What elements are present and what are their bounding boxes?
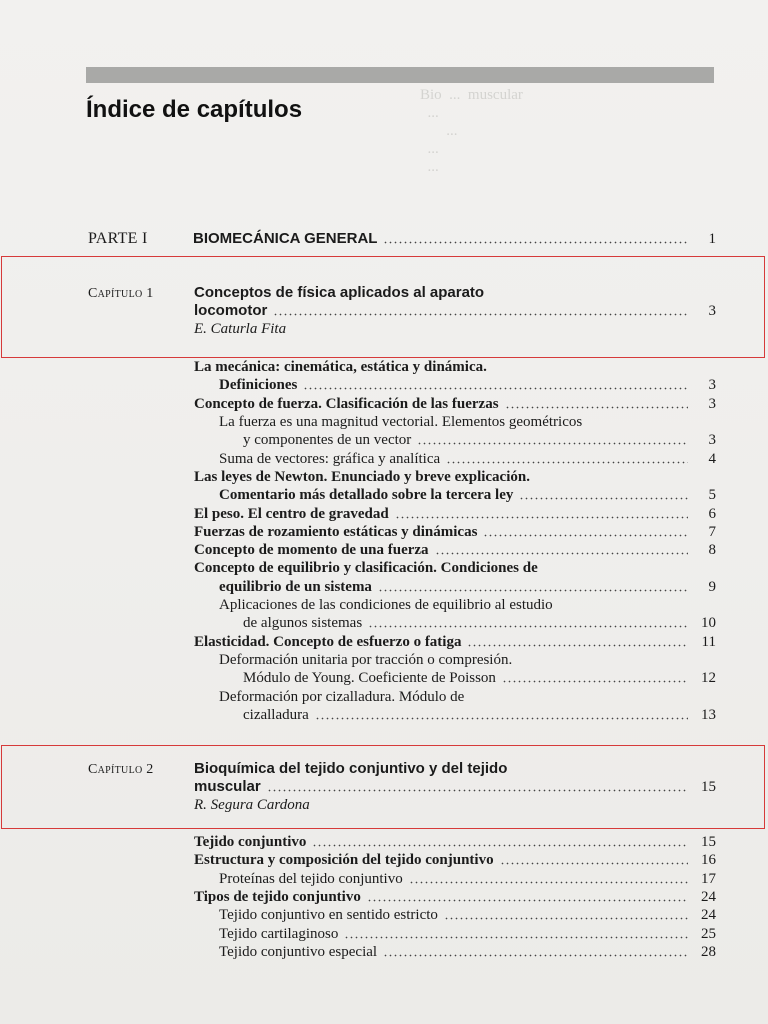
dot-leader [383, 947, 688, 957]
page-number: 3 [708, 432, 716, 448]
dot-leader [378, 582, 688, 592]
page-number: 24 [701, 889, 716, 905]
toc-entry[interactable] [194, 523, 716, 541]
chapter-1-label: Capítulo 1 [88, 286, 154, 301]
toc-entry[interactable] [219, 925, 716, 943]
part-row[interactable] [88, 230, 716, 248]
toc-entry-text: cizalladura [243, 707, 309, 723]
page-number: 28 [701, 944, 716, 960]
dot-leader [312, 837, 688, 847]
dot-leader [446, 454, 688, 464]
chapter-2-title-row[interactable] [194, 778, 716, 796]
dot-leader [344, 929, 688, 939]
page-number: 6 [708, 506, 716, 522]
show-through-text: Bio ... muscular ... ... ... ... [420, 87, 523, 175]
toc-entry-text: Estructura y composición del tejido conjuntivo [194, 852, 494, 868]
toc-entry[interactable] [243, 431, 716, 449]
toc-entry[interactable] [194, 541, 716, 559]
toc-entry[interactable] [243, 669, 716, 687]
toc-entry[interactable] [194, 833, 716, 851]
toc-entry-text: Tejido conjuntivo en sentido estricto [219, 907, 438, 923]
chapter-1-author: E. Caturla Fita [194, 321, 287, 337]
page-number: 4 [708, 451, 716, 467]
dot-leader [368, 618, 688, 628]
dot-leader [483, 527, 688, 537]
chapter-1-title-row[interactable] [194, 302, 716, 320]
chapter-2-title-cont: muscular [194, 778, 261, 795]
dot-leader [395, 509, 688, 519]
toc-entry-text: Tejido cartilaginoso [219, 926, 339, 942]
toc-entry[interactable] [219, 906, 716, 924]
toc-entry-text: Concepto de momento de una fuerza [194, 542, 429, 558]
dot-leader [267, 782, 688, 792]
chapter-2-title[interactable]: Bioquímica del tejido conjuntivo y del tejido [194, 760, 508, 777]
page-number: 15 [701, 779, 716, 795]
page-number: 8 [708, 542, 716, 558]
toc-entry[interactable] [194, 633, 716, 651]
page-number: 11 [701, 634, 716, 650]
toc-entry-text: Tipos de tejido conjuntivo [194, 889, 361, 905]
dot-leader [315, 710, 688, 720]
toc-entry[interactable]: La fuerza es una magnitud vectorial. Elementos geométricos [219, 414, 583, 430]
chapter-1-title-cont: locomotor [194, 302, 268, 319]
toc-entry-text: Concepto de fuerza. Clasificación de las fuerzas [194, 396, 499, 412]
dot-leader [383, 234, 688, 244]
page-number: 15 [701, 834, 716, 850]
toc-entry-text: y componentes de un vector [243, 432, 412, 448]
toc-entry-text: Proteínas del tejido conjuntivo [219, 871, 403, 887]
toc-entry[interactable] [194, 505, 716, 523]
page-number: 3 [708, 303, 716, 319]
toc-entry-text: El peso. El centro de gravedad [194, 506, 389, 522]
dot-leader [409, 874, 688, 884]
page-number: 12 [701, 670, 716, 686]
toc-entry[interactable]: Aplicaciones de las condiciones de equilibrio al estudio [219, 597, 553, 613]
toc-entry[interactable]: Las leyes de Newton. Enunciado y breve explicación. [194, 469, 530, 485]
chapter-1-title[interactable]: Conceptos de física aplicados al aparato [194, 284, 485, 301]
header-bar [86, 67, 714, 83]
page-number: 3 [708, 396, 716, 412]
dot-leader [467, 637, 688, 647]
toc-entry-text: Tejido conjuntivo [194, 834, 307, 850]
toc-entry[interactable]: Deformación unitaria por tracción o compresión. [219, 652, 513, 668]
toc-entry[interactable] [194, 888, 716, 906]
page-number: 3 [708, 377, 716, 393]
toc-entry-text: de algunos sistemas [243, 615, 363, 631]
toc-entry[interactable] [219, 450, 716, 468]
chapter-2-label: Capítulo 2 [88, 762, 154, 777]
dot-leader [303, 380, 688, 390]
page-number: 25 [701, 926, 716, 942]
dot-leader [273, 306, 688, 316]
toc-entry-text: Tejido conjuntivo especial [219, 944, 378, 960]
dot-leader [519, 490, 688, 500]
page-number: 9 [708, 579, 716, 595]
toc-entry[interactable] [243, 614, 716, 632]
toc-entry[interactable] [194, 395, 716, 413]
part-label: PARTE I [88, 230, 148, 247]
page-number: 24 [701, 907, 716, 923]
toc-entry[interactable] [243, 706, 716, 724]
toc-entry[interactable] [219, 486, 716, 504]
toc-entry[interactable]: La mecánica: cinemática, estática y dinámica. [194, 359, 487, 375]
toc-entry[interactable] [194, 851, 716, 869]
dot-leader [502, 673, 688, 683]
toc-entry[interactable] [219, 578, 716, 596]
part-name: BIOMECÁNICA GENERAL [193, 230, 378, 247]
toc-entry-text: Definiciones [219, 377, 298, 393]
dot-leader [444, 910, 688, 920]
page-number: 1 [708, 231, 716, 247]
toc-entry[interactable] [219, 943, 716, 961]
page-number: 13 [701, 707, 716, 723]
page-number: 17 [701, 871, 716, 887]
toc-entry-text: Elasticidad. Concepto de esfuerzo o fatiga [194, 634, 462, 650]
toc-entry[interactable]: Concepto de equilibrio y clasificación. Condiciones de [194, 560, 538, 576]
toc-entry-text: Comentario más detallado sobre la tercera ley [219, 487, 514, 503]
toc-entry-text: equilibrio de un sistema [219, 579, 372, 595]
toc-entry-text: Suma de vectores: gráfica y analítica [219, 451, 441, 467]
toc-entry-text: Módulo de Young. Coeficiente de Poisson [243, 670, 496, 686]
toc-entry[interactable] [219, 870, 716, 888]
chapter-2-author: R. Segura Cardona [194, 797, 310, 813]
toc-entry-text: Fuerzas de rozamiento estáticas y dinámicas [194, 524, 478, 540]
dot-leader [417, 435, 688, 445]
toc-entry[interactable] [219, 376, 716, 394]
page-number: 5 [708, 487, 716, 503]
page-number: 16 [701, 852, 716, 868]
dot-leader [367, 892, 688, 902]
dot-leader [500, 855, 688, 865]
page-title: Índice de capítulos [86, 96, 303, 123]
dot-leader [505, 399, 688, 409]
page-number: 10 [701, 615, 716, 631]
page-number: 7 [708, 524, 716, 540]
dot-leader [435, 545, 688, 555]
toc-entry[interactable]: Deformación por cizalladura. Módulo de [219, 689, 465, 705]
